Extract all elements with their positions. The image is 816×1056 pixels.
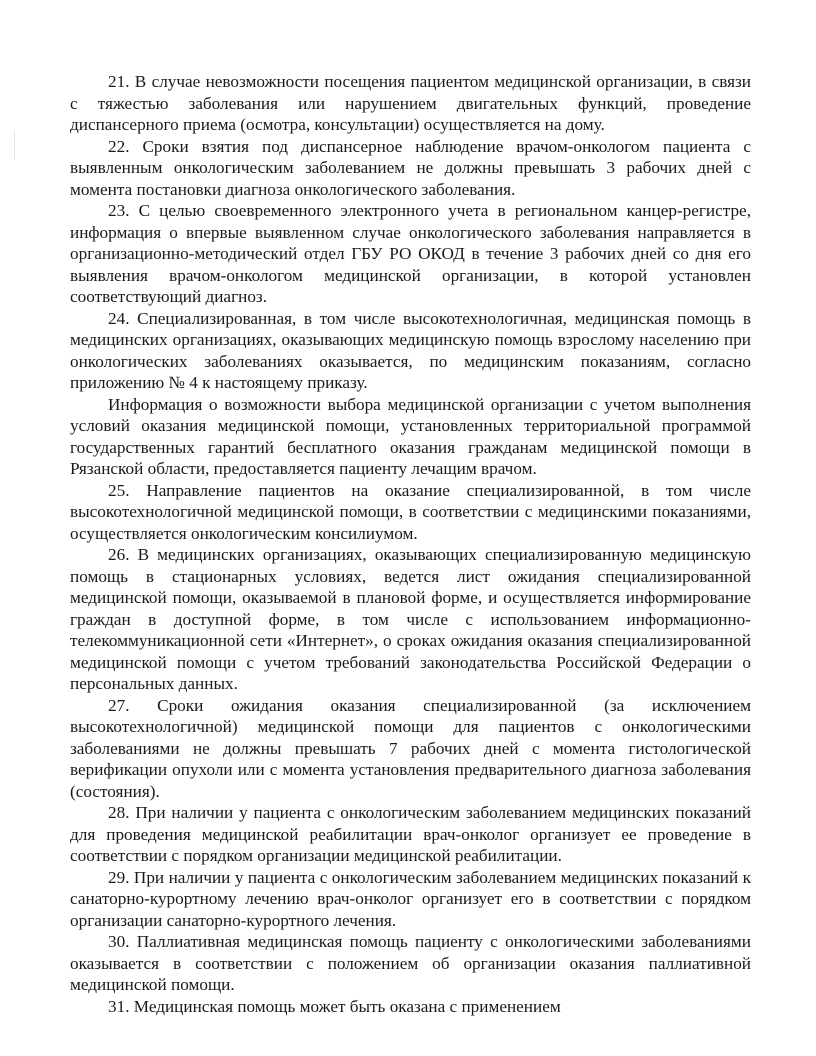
scan-margin-mark <box>14 130 15 160</box>
paragraph-28: 28. При наличии у пациента с онкологическим заболеванием медицинских показаний для проведения медицинской реабилитации врач-онколог организует ее проведение в соответствии с порядком организации медицинской реабилитации. <box>70 803 751 865</box>
paragraph-24: 24. Специализированная, в том числе высокотехнологичная, медицинская помощь в медицинских организациях, оказывающих медицинскую помощь взрослому населению при онкологических заболеваниях оказывается, по медицинским показаниям, согласно приложению № 4 к настоящему приказу. <box>70 308 751 392</box>
paragraph-21: 21. В случае невозможности посещения пациентом медицинской организации, в связи с тяжестью заболевания или нарушением двигательных функций, проведение диспансерного приема (осмотра, консультации) осуществляется на дому. <box>70 72 751 134</box>
paragraph-29: 29. При наличии у пациента с онкологическим заболеванием медицинских показаний к санаторно-курортному лечению врач-онколог организует его в соответствии с порядком организации санаторно-курортного лечения. <box>70 867 751 930</box>
paragraph-30: 30. Паллиативная медицинская помощь пациенту с онкологическими заболеваниями оказывается в соответствии с положением об организации оказания паллиативной медицинской помощи. <box>70 932 751 994</box>
paragraph-22: 22. Сроки взятия под диспансерное наблюдение врачом-онкологом пациента с выявленным онкологическим заболеванием не должны превышать 3 рабочих дней с момента постановки диагноза онкологического заболевания. <box>70 136 751 199</box>
paragraph-25: 25. Направление пациентов на оказание специализированной, в том числе высокотехнологичной медицинской помощи, в соответствии с медицинскими показаниями, осуществляется онкологическим консилиумом. <box>70 480 751 543</box>
document-body <box>70 71 751 1017</box>
paragraph-23: 23. С целью своевременного электронного учета в региональном канцер-регистре, информация о впервые выявленном случае онкологического заболевания направляется в организационно-методический отдел ГБУ РО ОКОД в течение 3 рабочих дней со дня его выявления врачом-онкологом медицинской организации, в которой установлен соответствующий диагноз. <box>70 201 751 306</box>
paragraph-24-info: Информация о возможности выбора медицинской организации с учетом выполнения условий оказания медицинской помощи, установленных территориальной программой государственных гарантий бесплатного оказания гражданам медицинской помощи в Рязанской области, предоставляется пациенту лечащим врачом. <box>70 394 751 478</box>
paragraph-31: 31. Медицинская помощь может быть оказана с применением <box>108 996 561 1016</box>
paragraph-26: 26. В медицинских организациях, оказывающих специализированную медицинскую помощь в стационарных условиях, ведется лист ожидания специализированной медицинской помощи, оказываемой в плановой форме, и осуществляется информирование граждан в доступной форме, в том числе с использованием информационно-телекоммуникационной сети «Интернет», о сроках ожидания оказания специализированной медицинской помощи с учетом требований законодательства Российской Федерации о персональных данных. <box>70 545 751 693</box>
paragraph-27: 27. Сроки ожидания оказания специализированной (за исключением высокотехнологичной) медицинской помощи для пациентов с онкологическими заболеваниями не должны превышать 7 рабочих дней с момента гистологической верификации опухоли или с момента установления предварительного диагноза заболевания (состояния). <box>70 695 751 801</box>
